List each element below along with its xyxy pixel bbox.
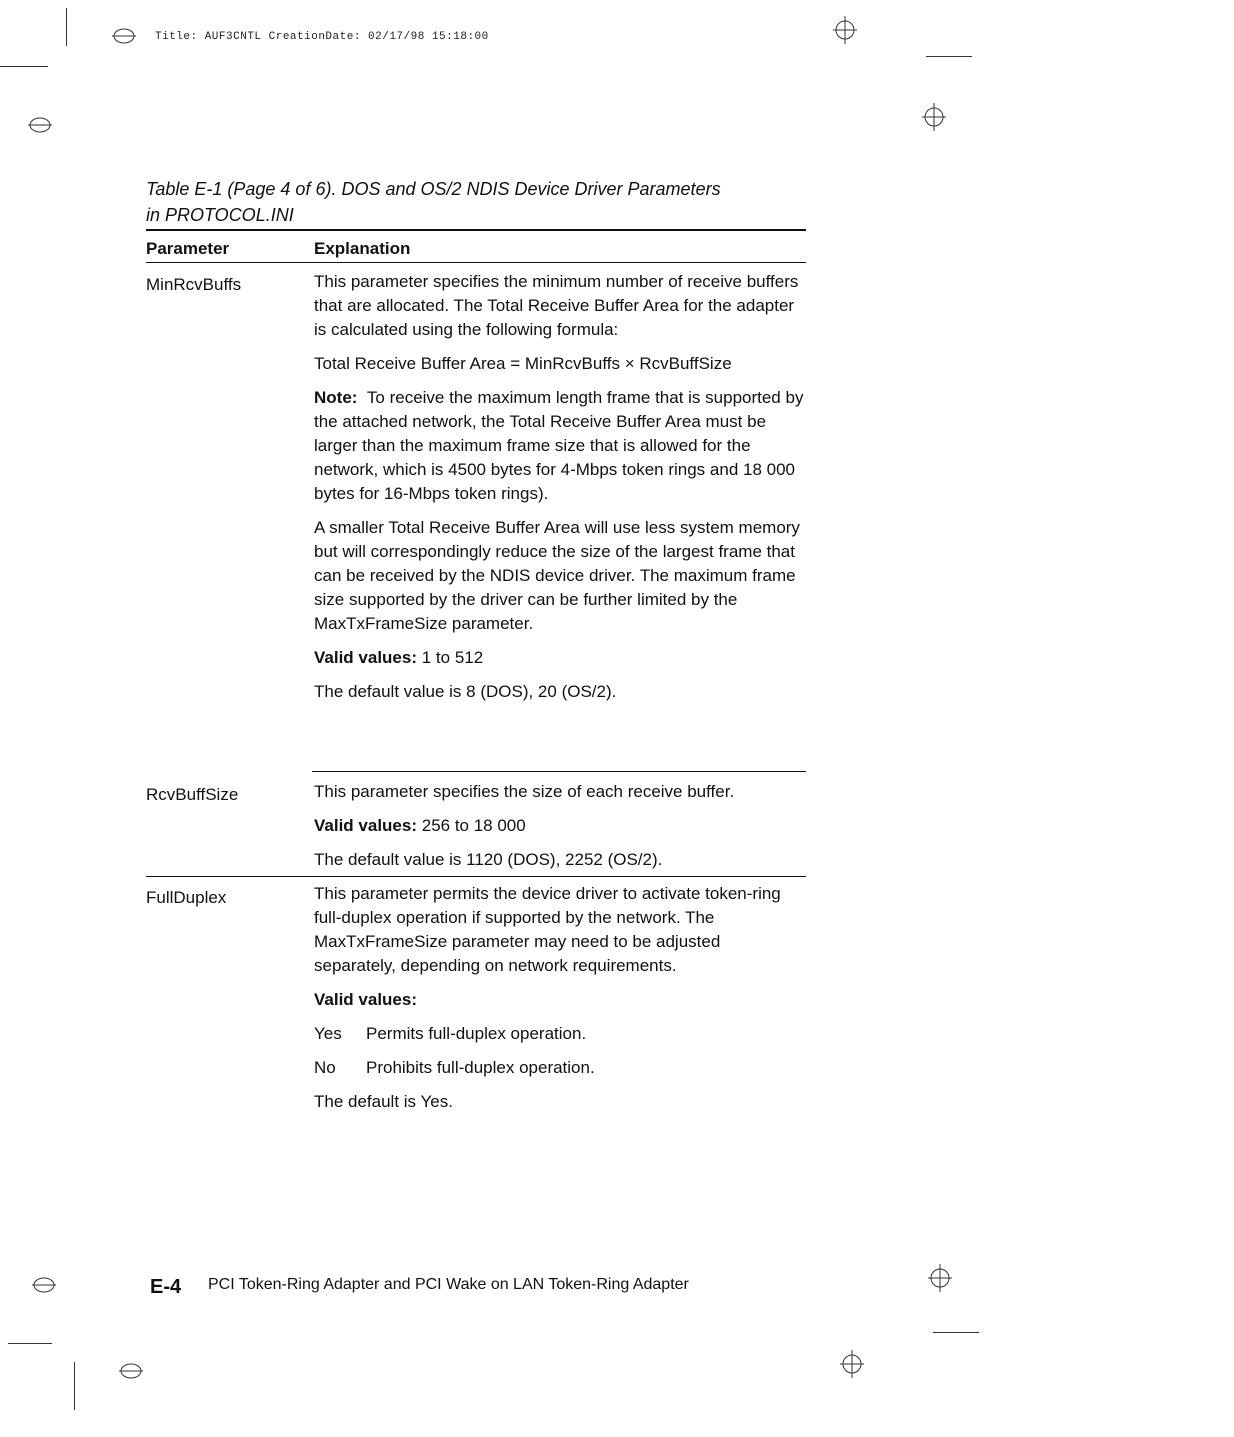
table-caption-line: Table E-1 (Page 4 of 6). DOS and OS/2 NDIS Device Driver Parameters <box>146 179 721 199</box>
table-caption-line: in PROTOCOL.INI <box>146 205 294 225</box>
registration-target-icon <box>119 1359 143 1383</box>
row-rule <box>312 771 806 772</box>
registration-target-icon <box>928 1264 952 1288</box>
note-text: To receive the maximum length frame that is supported by the attached network, the Total Receive Buffer Area must be larger than the maximum frame size that is allowed for the network, which is 4500 bytes for 4-Mbps token rings and 18 000 bytes for 16-Mbps token rings). <box>314 388 804 503</box>
default-value: The default value is 1120 (DOS), 2252 (OS/2). <box>314 850 663 869</box>
print-header: Title: AUF3CNTL CreationDate: 02/17/98 15:18:00 <box>155 31 489 43</box>
crop-mark <box>933 1332 979 1333</box>
registration-target-icon <box>922 103 946 127</box>
crop-mark <box>74 1362 75 1410</box>
parameter-name: RcvBuffSize <box>146 785 239 804</box>
crop-mark <box>926 56 972 57</box>
page-number: E-4 <box>150 1276 182 1298</box>
paragraph: This parameter specifies the size of each receive buffer. <box>314 782 735 801</box>
crop-mark <box>0 66 48 67</box>
valid-values-label: Valid values: <box>314 648 417 667</box>
valid-values-text: 256 to 18 000 <box>421 816 526 835</box>
paragraph: This parameter specifies the minimum number of receive buffers that are allocated. The Total Receive Buffer Area for the adapter is calculated using the following formula: <box>314 272 799 339</box>
parameter-explanation <box>314 270 806 714</box>
table-caption <box>146 176 806 228</box>
paragraph: A smaller Total Receive Buffer Area will use less system memory but will correspondingly reduce the size of the largest frame that can be received by the NDIS device driver. The maximum frame size supported by the driver can be further limited by the MaxTxFrameSize parameter. <box>314 518 800 633</box>
paragraph: This parameter permits the device driver to activate token-ring full-duplex operation if supported by the network. The MaxTxFrameSize parameter may need to be adjusted separately, depending on network requirements. <box>314 884 781 975</box>
registration-target-icon <box>32 1273 56 1297</box>
option-text: Prohibits full-duplex operation. <box>366 1058 595 1077</box>
option-row <box>314 1056 806 1080</box>
parameter-name: MinRcvBuffs <box>146 275 242 294</box>
valid-values-label: Valid values: <box>314 990 417 1009</box>
parameter-explanation <box>314 780 806 882</box>
default-value: The default value is 8 (DOS), 20 (OS/2). <box>314 682 617 701</box>
default-value: The default is Yes. <box>314 1092 453 1111</box>
registration-target-icon <box>833 16 857 40</box>
header-rule <box>146 262 806 263</box>
parameter-explanation <box>314 882 806 1124</box>
crop-mark <box>66 8 67 46</box>
valid-values <box>314 814 806 838</box>
column-header-parameter: Parameter <box>146 239 230 258</box>
option-text: Permits full-duplex operation. <box>366 1024 587 1043</box>
valid-values-label: Valid values: <box>314 816 417 835</box>
crop-mark <box>8 1343 52 1344</box>
note <box>314 386 806 506</box>
valid-values <box>314 988 806 1012</box>
registration-target-icon <box>840 1350 864 1374</box>
column-header-explanation: Explanation <box>314 239 411 258</box>
note-label: Note: <box>314 388 358 407</box>
table-top-rule <box>146 229 806 231</box>
option-row <box>314 1022 806 1046</box>
option-key: No <box>314 1058 336 1077</box>
formula: Total Receive Buffer Area = MinRcvBuffs × RcvBuffSize <box>314 354 732 373</box>
row-rule <box>146 876 806 877</box>
valid-values <box>314 646 806 670</box>
valid-values-text: 1 to 512 <box>421 648 484 667</box>
registration-target-icon <box>28 113 52 137</box>
option-key: Yes <box>314 1024 342 1043</box>
parameter-name: FullDuplex <box>146 888 227 907</box>
book-title: PCI Token-Ring Adapter and PCI Wake on LAN Token-Ring Adapter <box>208 1276 689 1293</box>
registration-target-icon <box>112 24 136 48</box>
